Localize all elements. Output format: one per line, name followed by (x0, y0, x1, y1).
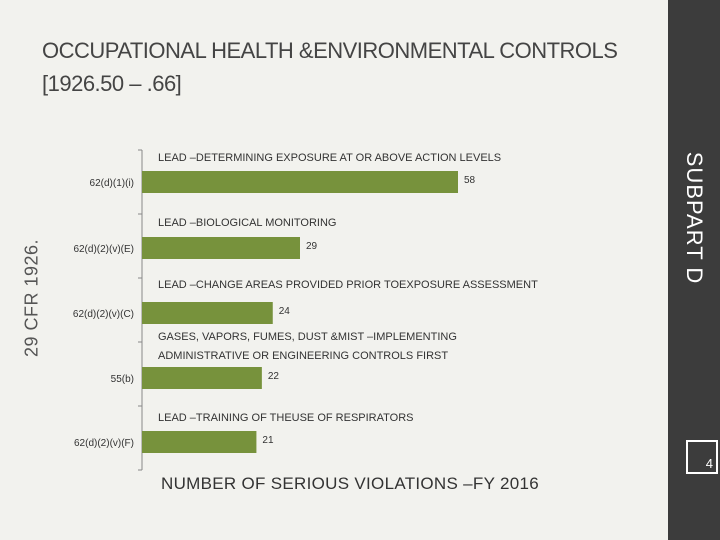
category-tick-label: 62(d)(2)(v)(C) (72, 309, 134, 320)
value-label: 21 (262, 435, 274, 446)
slide-title-line1: OCCUPATIONAL HEALTH &ENVIRONMENTAL CONTROLS (42, 38, 618, 63)
category-tick-label: 62(d)(2)(v)(F) (74, 438, 134, 449)
bar (142, 431, 256, 453)
category-tick-label: 55(b) (110, 374, 134, 385)
slide-title-line2: [1926.50 – .66] (42, 71, 182, 96)
value-label: 22 (267, 371, 279, 382)
bar-description: LEAD –CHANGE AREAS PROVIDED PRIOR TOEXPOSURE ASSESSMENT (158, 279, 538, 291)
bar-description: LEAD –TRAINING OF THEUSE OF RESPIRATORS (158, 412, 414, 424)
value-label: 24 (278, 306, 290, 317)
bar (142, 171, 458, 193)
bar-description: LEAD –BIOLOGICAL MONITORING (158, 217, 337, 229)
category-tick-label: 62(d)(1)(i) (89, 178, 134, 189)
page-number: 4 (686, 440, 718, 474)
value-label: 58 (464, 175, 476, 186)
bar (142, 302, 273, 324)
category-tick-label: 62(d)(2)(v)(E) (73, 244, 134, 255)
x-axis-title: NUMBER OF SERIOUS VIOLATIONS –FY 2016 (161, 474, 539, 493)
bar-description: LEAD –DETERMINING EXPOSURE AT OR ABOVE ACTION LEVELS (158, 152, 502, 164)
bar-description: GASES, VAPORS, FUMES, DUST &MIST –IMPLEMENTING (158, 331, 457, 343)
value-label: 29 (306, 241, 318, 252)
bar (142, 367, 262, 389)
bar-description: ADMINISTRATIVE OR ENGINEERING CONTROLS FIRST (158, 350, 449, 362)
cfr-label: 29 CFR 1926. (21, 238, 42, 358)
bar (142, 237, 300, 259)
subpart-label: SUBPART D (682, 151, 707, 285)
